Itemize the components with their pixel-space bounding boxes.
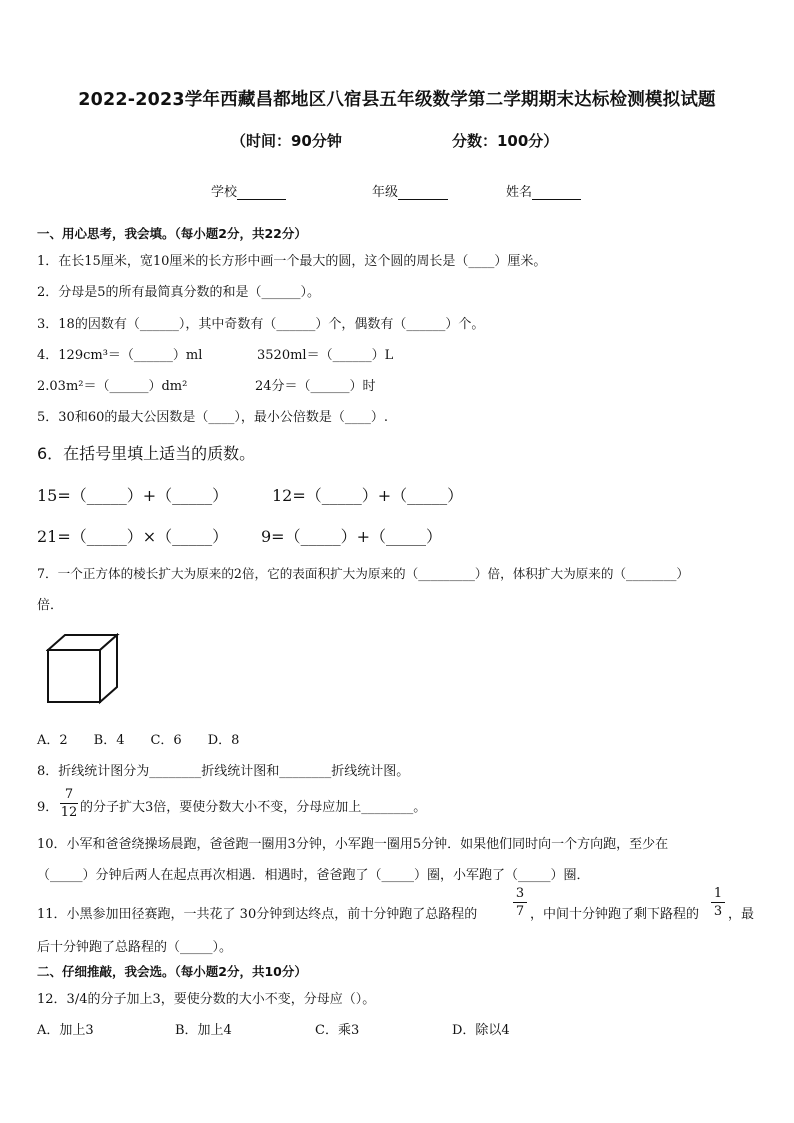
school-label: 学校 (211, 185, 238, 200)
fraction-denominator: 3 (713, 904, 723, 919)
school-field (211, 181, 286, 200)
fraction-7-12 (60, 787, 78, 820)
name-label: 姓名 (506, 185, 533, 200)
section2-heading: 二、仔细推敲，我会选。（每小题2分，共10分） (37, 964, 307, 979)
fraction-bar (513, 902, 527, 903)
question-8: 8．折线统计图分为________折线统计图和________折线统计图。 (37, 764, 410, 779)
question-9: 的分子扩大3倍，要使分数大小不变，分母应加上________。 (80, 800, 427, 815)
question-1: 1．在长15厘米，宽10厘米的长方形中画一个最大的圆，这个圆的周长是（____）厘米。 (37, 254, 547, 269)
question-10: 10．小军和爸爸绕操场晨跑，爸爸跑一圈用3分钟，小军跑一圈用5分钟．如果他们同时向一个方向跑，至少在 (37, 837, 669, 852)
question-7-options: A．2 B．4 C．6 D．8 (37, 733, 240, 748)
question-2: 2．分母是5的所有最简真分数的和是（______）。 (37, 285, 321, 300)
question-3: 3．18的因数有（______），其中奇数有（______）个，偶数有（______）个。 (37, 317, 485, 332)
question-7-cont: 倍． (37, 598, 64, 613)
question-5: 5．30和60的最大公因数是（____），最小公倍数是（____）. (37, 410, 388, 425)
question-12-option-d: D．除以4 (452, 1023, 510, 1038)
question-6b: 12=（_____）+（_____） (272, 486, 464, 505)
school-blank (237, 185, 286, 200)
question-7: 7．一个正方体的棱长扩大为原来的2倍，它的表面积扩大为原来的（_________）倍，体积扩大为原来的（________） (37, 566, 690, 581)
fraction-3-7 (513, 886, 527, 919)
question-6c: 21=（_____）×（_____） (37, 527, 229, 546)
question-4b: 3520ml＝（______）L (257, 348, 394, 363)
question-12-option-a: A．加上3 (37, 1023, 94, 1038)
question-11: 11．小黑参加田径赛跑，一共花了 30分钟到达终点，前十分钟跑了总路程的 (37, 907, 478, 922)
fraction-1-3 (711, 886, 725, 919)
cube-figure (46, 633, 120, 705)
name-blank (532, 185, 581, 200)
fraction-denominator: 7 (515, 904, 525, 919)
question-12-option-c: C．乘3 (315, 1023, 360, 1038)
exam-score: 分数：100分） (452, 132, 559, 150)
question-11-end: ，最 (728, 907, 755, 922)
question-11-cont: 后十分钟跑了总路程的（_____）。 (37, 940, 233, 955)
fraction-denominator: 12 (60, 805, 78, 820)
question-6d: 9=（_____）+（_____） (261, 527, 442, 546)
question-6: 6．在括号里填上适当的质数。 (37, 444, 256, 463)
page-title: 2022-2023学年西藏昌都地区八宿县五年级数学第二学期期末达标检测模拟试题 (78, 90, 716, 110)
section1-heading: 一、用心思考，我会填。（每小题2分，共22分） (37, 226, 307, 241)
question-9-prefix: 9． (37, 800, 59, 815)
question-6a: 15=（_____）+（_____） (37, 486, 229, 505)
grade-label: 年级 (372, 185, 399, 200)
question-4d: 24分＝（______）时 (255, 379, 376, 394)
question-11-mid: ，中间十分钟跑了剩下路程的 (530, 907, 700, 922)
fraction-numerator: 3 (515, 886, 525, 901)
name-field (506, 181, 581, 200)
fraction-bar (60, 803, 78, 804)
grade-field (372, 181, 448, 200)
fraction-numerator: 7 (64, 787, 74, 802)
question-12-option-b: B．加上4 (175, 1023, 232, 1038)
grade-blank (398, 185, 448, 200)
question-4a: 4．129cm³＝（______）ml (37, 348, 203, 363)
fraction-numerator: 1 (713, 886, 723, 901)
question-4c: 2.03m²＝（______）dm² (37, 379, 188, 394)
question-10-cont: （_____）分钟后两人在起点再次相遇．相遇时，爸爸跑了（_____）圈，小军跑了（_____）圈． (37, 868, 590, 883)
question-12: 12．3/4的分子加上3，要使分数的大小不变，分母应（）。 (37, 992, 376, 1007)
exam-time: （时间：90分钟 (231, 132, 342, 150)
fraction-bar (711, 902, 725, 903)
